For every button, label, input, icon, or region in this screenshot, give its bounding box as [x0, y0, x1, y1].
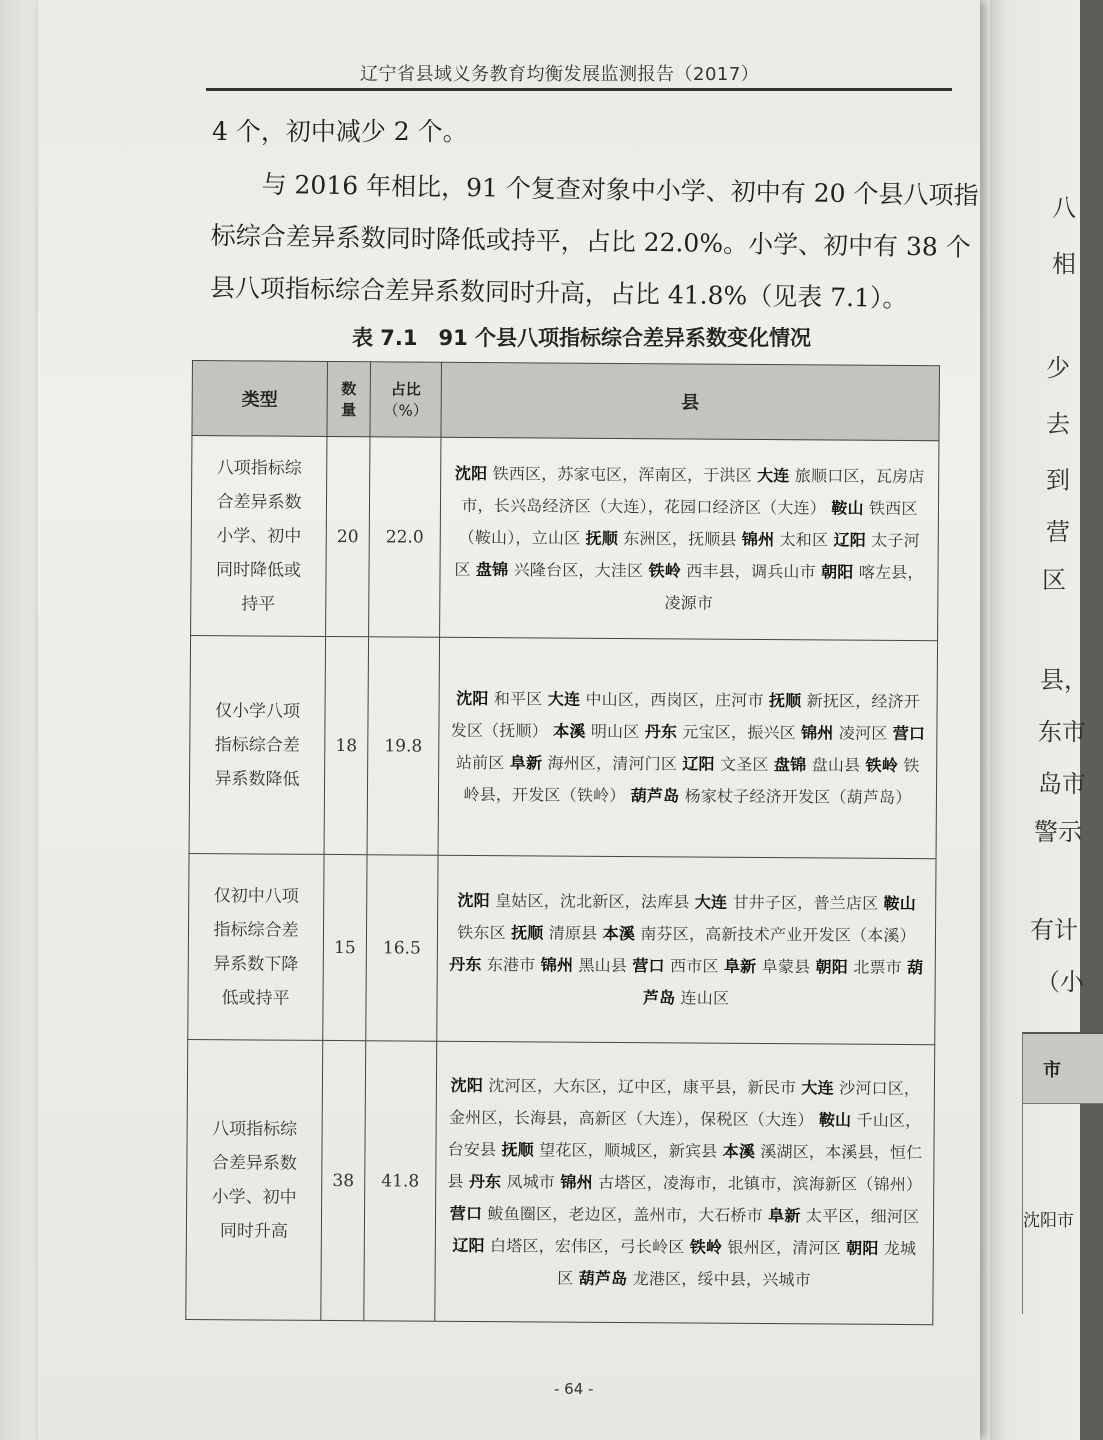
right-table-cell: 沈阳市 [1023, 1211, 1074, 1231]
right-page-fragment: 警示 [1034, 818, 1082, 846]
cell-count: 15 [323, 854, 367, 1040]
county-list: 凤城市 [501, 1171, 561, 1192]
right-page-fragment: （小 [1036, 968, 1084, 996]
city-name: 铁岭 [648, 560, 682, 580]
type-line: 合差异系数 [211, 1152, 297, 1174]
right-page-fragment: 东市 [1038, 718, 1086, 746]
city-name: 丹东 [644, 721, 678, 741]
paragraph-line: 4 个，初中减少 2 个。 [212, 117, 468, 146]
city-name: 锦州 [560, 1172, 593, 1192]
type-line: 仅小学八项 [214, 700, 301, 722]
right-page-fragment: 相 [1052, 250, 1076, 278]
cell-counties [435, 1041, 935, 1324]
type-line: 低或持平 [221, 987, 290, 1009]
county-list: 中山区，西岗区，庄河市 [580, 689, 770, 710]
county-list: 东洲区，抚顺县 [617, 528, 743, 549]
header-count [327, 361, 371, 436]
city-name: 阜新 [768, 1205, 801, 1225]
county-list: 龙港区，绥中县，兴城市 [627, 1268, 811, 1289]
city-name: 锦州 [540, 954, 574, 975]
cell-type [188, 853, 324, 1040]
city-name: 葫芦岛 [642, 957, 924, 1007]
cell-type [191, 436, 327, 637]
city-name: 抚顺 [585, 528, 619, 548]
county-list: 铁岭县，开发区（铁岭） [463, 755, 920, 805]
city-name: 葫芦岛 [630, 785, 680, 805]
paragraph-line: 县八项指标综合差异系数同时升高，占比 41.8%（见表 7.1）。 [209, 272, 908, 313]
county-list: 银州区，清河区 [722, 1237, 847, 1258]
city-name: 沈阳 [457, 890, 490, 910]
city-name: 阜新 [509, 752, 543, 772]
county-list: 古塔区，凌海市，北镇市，滨海新区（锦州） [592, 1172, 923, 1194]
header-share-line: 占比 [390, 380, 421, 399]
right-page-table [1022, 1032, 1103, 1314]
data-table [185, 360, 940, 1325]
city-name: 锦州 [801, 722, 834, 742]
county-list: 南芬区，高新技术产业开发区（本溪） [635, 923, 916, 945]
city-name: 鞍山 [831, 497, 864, 518]
city-name: 营口 [892, 723, 926, 743]
city-name: 抚顺 [768, 690, 802, 710]
city-name: 抚顺 [511, 922, 544, 942]
city-name: 沈阳 [450, 1075, 484, 1095]
city-name: 辽阳 [452, 1235, 485, 1255]
type-line: 同时降低或 [215, 559, 302, 581]
city-name: 营口 [449, 1203, 483, 1223]
cell-counties [437, 855, 936, 1044]
type-line: 仅初中八项 [213, 885, 299, 907]
table-title: 表 7.1 91 个县八项指标综合差异系数变化情况 [352, 326, 812, 350]
table-header-row [192, 361, 940, 441]
county-list: 文圣区 [714, 754, 775, 774]
county-list: 白塔区，宏伟区，弓长岭区 [484, 1235, 690, 1256]
right-table-header: 市 [1023, 1034, 1103, 1104]
city-name: 大连 [757, 465, 790, 485]
county-list: 甘井子区，普兰店区 [727, 892, 884, 913]
type-line: 指标综合差 [213, 919, 299, 941]
county-list: 连山区 [675, 987, 730, 1008]
cell-counties [438, 637, 938, 858]
table-row [189, 635, 938, 858]
county-list: 太平区，细河区 [800, 1205, 920, 1226]
county-list: 阜蒙县 [756, 956, 816, 976]
county-list: 望花区，顺城区，新宾县 [533, 1139, 723, 1161]
right-page-fragment: 少 [1046, 354, 1070, 382]
header-county: 县 [441, 362, 940, 440]
county-list: 太和区 [774, 529, 834, 549]
county-list: 黑山县 [573, 955, 633, 975]
cell-share: 16.5 [366, 855, 438, 1041]
table-row [191, 436, 939, 641]
city-name: 抚顺 [501, 1139, 534, 1159]
cell-count: 18 [324, 636, 369, 854]
county-list: 铁东区 [457, 922, 512, 942]
right-page-fragment: 去 [1046, 410, 1070, 438]
right-page-fragment: 到 [1046, 466, 1070, 494]
city-name: 本溪 [722, 1141, 756, 1161]
city-name: 本溪 [553, 721, 586, 741]
city-name: 朝阳 [821, 561, 854, 582]
right-page-fragment: 营 [1046, 518, 1070, 546]
cell-counties [440, 437, 939, 640]
city-name: 盘锦 [773, 754, 807, 774]
table-body [186, 436, 939, 1325]
paragraph-line: 与 2016 年相比，91 个复查对象中小学、初中有 20 个县八项指 [261, 169, 979, 211]
table-row [188, 853, 936, 1044]
header-count-line: 量 [341, 401, 357, 420]
city-name: 铁岭 [865, 755, 899, 775]
county-list: 喀左县，凌源市 [664, 562, 924, 613]
cell-share: 22.0 [369, 437, 441, 637]
type-line: 异系数下降 [213, 953, 299, 975]
header-rule [206, 88, 952, 91]
county-list: 杨家杖子经济开发区（葫芦岛） [679, 785, 912, 807]
cell-share: 41.8 [364, 1041, 437, 1321]
county-list: 铁西区（鞍山），立山区 [458, 498, 918, 548]
county-list: 北票市 [847, 957, 908, 977]
right-page-fragment: 有计 [1030, 916, 1078, 944]
city-name: 盘锦 [475, 559, 509, 579]
city-name: 葫芦岛 [578, 1268, 628, 1288]
county-list: 盘山县 [806, 754, 866, 775]
type-line: 合差异系数 [216, 491, 302, 513]
city-name: 锦州 [741, 529, 775, 549]
city-name: 丹东 [449, 954, 482, 974]
type-line: 同时升高 [219, 1220, 288, 1242]
county-list: 新抚区，经济开发区（抚顺） [450, 690, 921, 741]
cell-type [186, 1039, 323, 1320]
type-line: 八项指标综 [216, 457, 302, 479]
county-list: 兴隆台区，大洼区 [508, 559, 649, 580]
city-name: 大连 [694, 892, 728, 912]
county-list: 清原县 [543, 922, 603, 943]
city-name: 辽阳 [682, 753, 715, 774]
paragraph-2 [209, 158, 979, 326]
county-list: 龙城区 [557, 1238, 917, 1288]
city-name: 铁岭 [689, 1236, 723, 1257]
county-list: 沙河口区，金州区，长海县，高新区（大连），保税区（大连） [448, 1077, 921, 1129]
county-list: 皇姑区，沈北新区，法库县 [489, 890, 695, 912]
right-page-fragment: 岛市 [1038, 770, 1086, 798]
county-list: 和平区 [488, 688, 548, 708]
right-page-fragment: 区 [1042, 566, 1066, 594]
header-share [370, 362, 442, 437]
county-list: 千山区，台安县 [447, 1110, 922, 1159]
header-type: 类型 [192, 361, 328, 437]
city-name: 营口 [632, 955, 665, 975]
header-share-line: （%） [383, 401, 428, 420]
right-page-fragment: 县， [1040, 666, 1088, 694]
right-page-fragment: 八 [1052, 194, 1076, 222]
city-name: 丹东 [468, 1171, 502, 1191]
cell-count: 38 [321, 1040, 366, 1320]
type-line: 小学、初中 [211, 1186, 297, 1208]
city-name: 朝阳 [846, 1238, 879, 1258]
city-name: 阜新 [723, 956, 757, 976]
county-list: 太子河区 [454, 530, 920, 579]
county-list: 元宝区，振兴区 [677, 721, 802, 742]
county-list: 沈河区，大东区，辽中区，康平县，新民市 [483, 1075, 802, 1097]
cell-count: 20 [326, 436, 370, 636]
paragraph-line: 标综合差异系数同时降低或持平，占比 22.0%。小学、初中有 38 个 [210, 220, 971, 262]
county-list: 旅顺口区，瓦房店市，长兴岛经济区（大连），花园口经济区（大连） [461, 465, 925, 517]
type-line: 异系数降低 [214, 768, 300, 790]
city-name: 大连 [801, 1077, 834, 1097]
county-list: 铁西区，苏家屯区，浑南区，于洪区 [487, 463, 758, 485]
table-row [186, 1039, 935, 1324]
county-list: 鲅鱼圈区，老边区，盖州市，大石桥市 [482, 1203, 769, 1225]
city-name: 鞍山 [883, 893, 917, 913]
header-count-line: 数 [341, 380, 357, 399]
type-line: 小学、初中 [216, 525, 302, 547]
cell-type [189, 635, 326, 854]
county-list: 西市区 [664, 955, 725, 976]
county-list: 东港市 [481, 954, 541, 974]
city-name: 本溪 [602, 923, 636, 943]
city-name: 鞍山 [818, 1109, 852, 1130]
cell-share: 19.8 [367, 637, 440, 855]
type-line: 持平 [241, 593, 276, 615]
county-list: 站前区 [455, 752, 510, 772]
page-number: - 64 - [554, 1380, 594, 1398]
city-name: 辽阳 [833, 529, 867, 550]
county-list: 溪湖区，本溪县，恒仁县 [447, 1141, 923, 1191]
county-list: 海州区，清河门区 [542, 752, 683, 773]
city-name: 沈阳 [454, 463, 488, 483]
paragraph-1 [212, 106, 952, 158]
city-name: 大连 [547, 688, 581, 709]
county-list: 明山区 [585, 721, 645, 741]
city-name: 朝阳 [815, 956, 849, 977]
type-line: 指标综合差 [214, 734, 300, 756]
city-name: 沈阳 [456, 688, 489, 708]
running-head: 辽宁省县域义务教育均衡发展监测报告（2017） [360, 64, 760, 85]
county-list: 凌河区 [833, 722, 893, 743]
county-list: 西丰县，调兵山市 [680, 560, 822, 581]
type-line: 八项指标综 [212, 1118, 298, 1140]
right-page [990, 0, 1088, 1440]
